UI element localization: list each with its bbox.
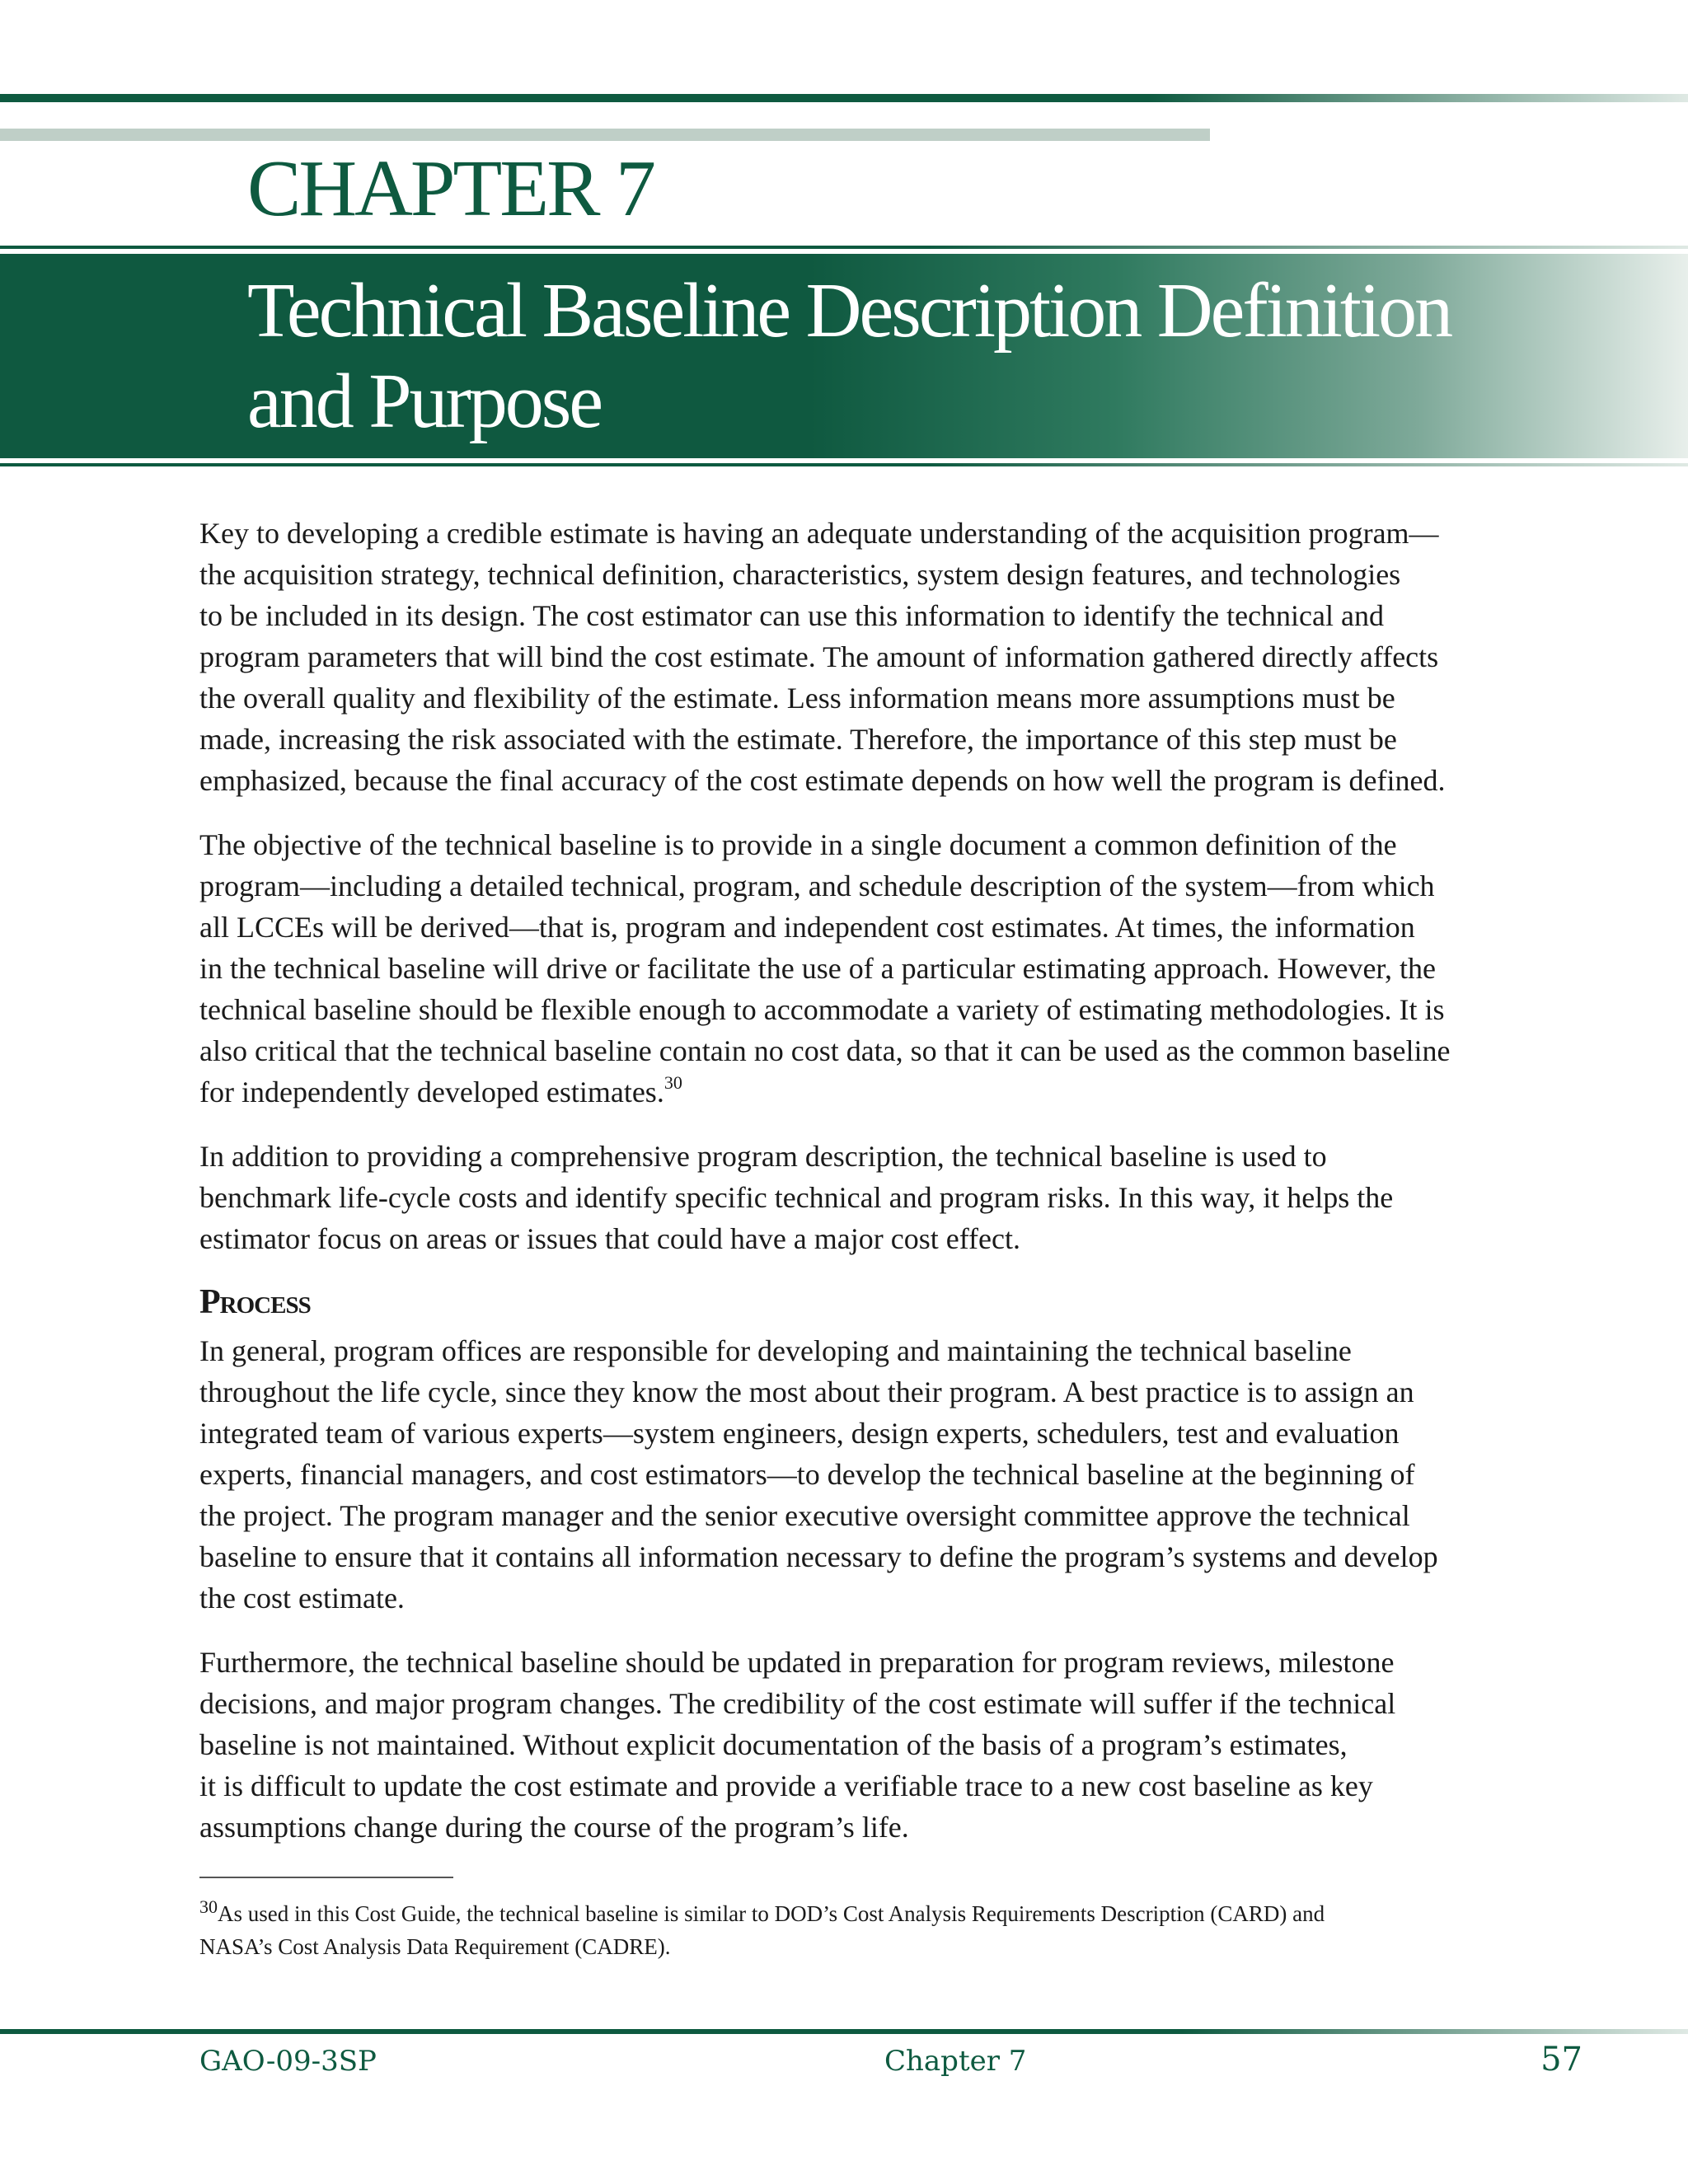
footer-rule [0,2029,1688,2034]
text-line: decisions, and major program changes. The credibility of the cost estimate will suffer if the technical [199,1687,1396,1720]
text-line: Key to developing a credible estimate is having an adequate understanding of the acquisition program— [199,517,1439,550]
paragraph-objective [199,824,1485,1113]
chapter-title-line: and Purpose [247,359,602,444]
paragraph-intro [199,513,1485,801]
text-line: program parameters that will bind the cost estimate. The amount of information gathered directly affects [199,640,1439,673]
text-line: in the technical baseline will drive or facilitate the use of a particular estimating approach. However, the [199,952,1436,985]
text-line: baseline to ensure that it contains all information necessary to define the program’s systems and develop [199,1540,1438,1573]
text-line: baseline is not maintained. Without explicit documentation of the basis of a program’s estimates, [199,1728,1348,1761]
chapter-title-line: Technical Baseline Description Definition [247,268,1451,354]
text-line: also critical that the technical baseline contain no cost data, so that it can be used as the common baseline [199,1034,1451,1067]
text-line: technical baseline should be flexible enough to accommodate a variety of estimating methodologies. It is [199,993,1445,1026]
text-line: throughout the life cycle, since they know the most about their program. A best practice is to assign an [199,1376,1414,1408]
text-line: the cost estimate. [199,1582,405,1615]
text-line [199,1071,1485,1113]
paragraph-updates [199,1642,1485,1848]
text-line: benchmark life-cycle costs and identify specific technical and program risks. In this way, it helps the [199,1181,1394,1214]
footnote-ref[interactable]: 30 [663,1072,682,1093]
footnote-line: NASA’s Cost Analysis Data Requirement (CADRE). [199,1934,671,1959]
text-line: the acquisition strategy, technical definition, characteristics, system design features, and technologies [199,558,1401,591]
footnote-line [199,1897,1485,1930]
text-line: the overall quality and flexibility of the estimate. Less information means more assumptions must be [199,682,1395,715]
text-line: In general, program offices are responsible for developing and maintaining the technical baseline [199,1334,1352,1367]
footnote-rule [199,1877,453,1878]
page-number: 57 [1540,2041,1582,2079]
banner-rule-bottom [0,463,1688,466]
section-heading-process: Process [199,1283,311,1321]
chapter-label: CHAPTER 7 [247,144,654,233]
chapter-title [247,265,1566,447]
text-line: assumptions change during the course of the program’s life. [199,1811,909,1844]
text-line-fragment: for independently developed estimates. [199,1076,664,1108]
paragraph-process [199,1330,1485,1619]
text-line: The objective of the technical baseline is to provide in a single document a common definition of the [199,828,1397,861]
banner-rule-top [0,246,1688,249]
text-line: experts, financial managers, and cost estimators—to develop the technical baseline at the beginning of [199,1458,1415,1491]
text-line: integrated team of various experts—system engineers, design experts, schedulers, test and evaluation [199,1417,1400,1450]
text-line: all LCCEs will be derived—that is, program and independent cost estimates. At times, the information [199,911,1415,944]
footer-chapter: Chapter 7 [884,2045,1027,2078]
footnote-number: 30 [199,1896,218,1917]
text-line: emphasized, because the final accuracy of the cost estimate depends on how well the program is defined. [199,764,1446,797]
text-line: the project. The program manager and the senior executive oversight committee approve the technical [199,1499,1410,1532]
text-line: In addition to providing a comprehensive program description, the technical baseline is used to [199,1140,1327,1173]
footnote-text: As used in this Cost Guide, the technical baseline is similar to DOD’s Cost Analysis Requirements Description (CARD) and [218,1901,1325,1926]
body-text [199,513,1485,1871]
text-line: Furthermore, the technical baseline should be updated in preparation for program reviews, milestone [199,1646,1395,1679]
top-rule-light [0,129,1210,141]
paragraph-benchmark [199,1136,1485,1259]
title-banner [0,254,1688,458]
text-line: program—including a detailed technical, program, and schedule description of the system—from which [199,869,1435,902]
text-line: estimator focus on areas or issues that could have a major cost effect. [199,1222,1020,1255]
footer-doc-id: GAO-09-3SP [199,2045,377,2078]
top-rule [0,94,1688,102]
footnote [199,1897,1485,1963]
text-line: it is difficult to update the cost estimate and provide a verifiable trace to a new cost baseline as key [199,1769,1373,1802]
text-line: to be included in its design. The cost estimator can use this information to identify the technical and [199,599,1384,632]
text-line: made, increasing the risk associated with the estimate. Therefore, the importance of this step must be [199,723,1397,756]
